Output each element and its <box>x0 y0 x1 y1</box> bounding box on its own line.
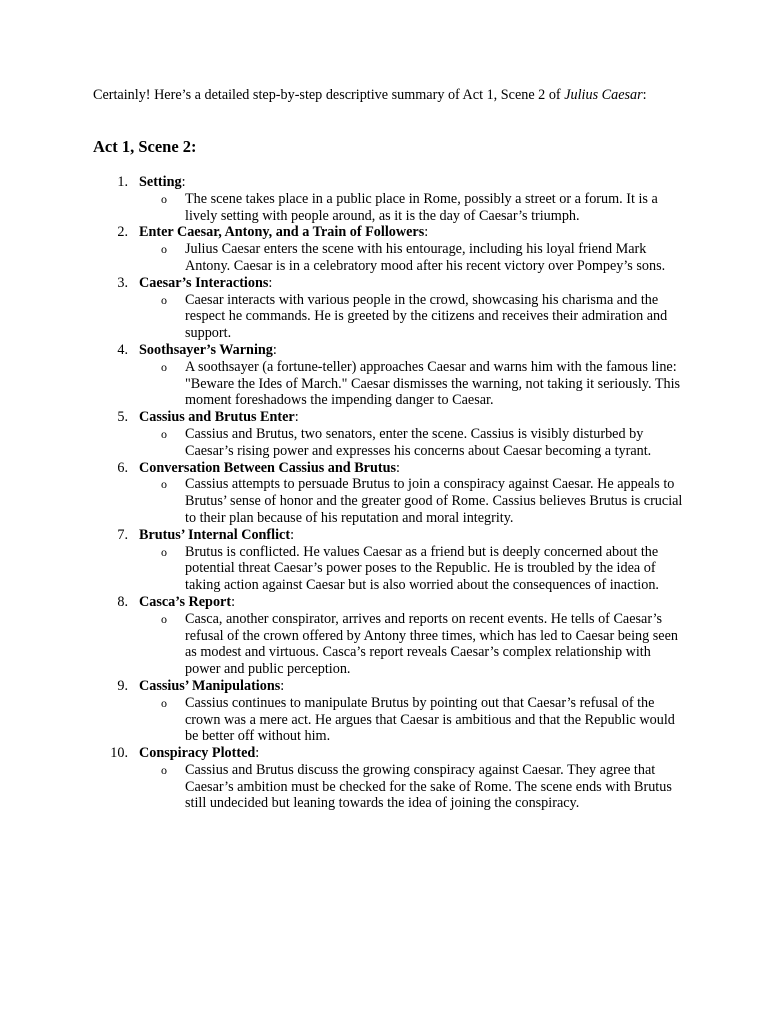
item-number: 7. <box>117 526 128 543</box>
item-label <box>139 460 693 477</box>
detail-list <box>139 695 693 745</box>
list-item <box>93 342 693 409</box>
detail-item <box>139 426 685 460</box>
detail-list <box>139 426 693 460</box>
item-colon: : <box>231 593 236 610</box>
detail-item <box>139 762 685 812</box>
item-label <box>139 342 693 359</box>
item-title: Brutus’ Internal Conflict <box>139 526 291 543</box>
item-number: 8. <box>117 593 128 610</box>
detail-text: Casca, another conspirator, arrives and reports on recent events. He tells of Caesar’s refusal of the crown offered by Antony three times, which has led to Caesar being seen as modest and virtuous. Casca’s report reveals Caesar’s complex relationship with power and public perception. <box>185 610 678 678</box>
item-label <box>139 745 693 762</box>
bullet-o-icon: o <box>161 426 167 441</box>
item-number: 4. <box>117 341 128 358</box>
bullet-o-icon: o <box>161 359 167 374</box>
item-title: Setting <box>139 174 182 190</box>
item-title: Cassius’ Manipulations <box>139 677 281 694</box>
item-colon: : <box>280 677 285 694</box>
intro-paragraph <box>93 87 683 104</box>
detail-item <box>139 695 685 745</box>
item-colon: : <box>290 526 295 543</box>
detail-item <box>139 544 685 594</box>
detail-list <box>139 611 693 678</box>
item-colon: : <box>268 274 273 291</box>
item-colon: : <box>294 409 299 426</box>
item-number: 1. <box>117 174 128 190</box>
bullet-o-icon: o <box>161 544 167 559</box>
item-title: Cassius and Brutus Enter <box>139 409 295 426</box>
list-item <box>93 174 693 224</box>
item-title: Casca’s Report <box>139 593 232 610</box>
item-colon: : <box>255 745 260 762</box>
summary-list <box>93 174 693 812</box>
detail-list <box>139 359 693 409</box>
detail-text: Brutus is conflicted. He values Caesar as a friend but is deeply concerned about the potential threat Caesar’s power poses to the Republic. He is troubled by the idea of taking action against Caesar but is also worried about the consequences of inaction. <box>185 543 659 594</box>
item-number: 9. <box>117 677 128 694</box>
intro-title: Julius Caesar <box>564 87 643 103</box>
detail-text: The scene takes place in a public place in Rome, possibly a street or a forum. It is a lively setting with people around, as it is the day of Caesar’s triumph. <box>185 190 658 224</box>
detail-text: Cassius and Brutus, two senators, enter the scene. Cassius is visibly disturbed by Caesar’s rising power and expresses his concerns about Caesar becoming a tyrant. <box>185 425 652 459</box>
item-label <box>139 224 693 241</box>
item-label <box>139 174 693 191</box>
detail-item <box>139 359 685 409</box>
bullet-o-icon: o <box>161 191 167 206</box>
bullet-o-icon: o <box>161 611 167 626</box>
bullet-o-icon: o <box>161 762 167 777</box>
item-colon: : <box>272 341 277 358</box>
list-item <box>93 527 693 594</box>
intro-text: Certainly! Here’s a detailed step-by-step descriptive summary of Act 1, Scene 2 of <box>93 87 565 103</box>
detail-text: Julius Caesar enters the scene with his entourage, including his loyal friend Mark Antony. Caesar is in a celebratory mood after his recent victory over Pompey’s sons. <box>185 241 666 274</box>
item-title: Conspiracy Plotted <box>139 745 256 762</box>
item-colon: : <box>395 459 400 476</box>
item-title: Enter Caesar, Antony, and a Train of Followers <box>139 224 425 241</box>
list-item <box>93 594 693 678</box>
item-label <box>139 527 693 544</box>
item-number: 10. <box>110 745 128 762</box>
item-number: 6. <box>117 459 128 476</box>
list-item <box>93 224 693 274</box>
item-title: Caesar’s Interactions <box>139 274 269 291</box>
item-colon: : <box>181 174 186 190</box>
detail-list <box>139 762 693 812</box>
section-heading: Act 1, Scene 2: <box>93 137 197 156</box>
detail-list <box>139 544 693 594</box>
detail-item <box>139 241 685 275</box>
bullet-o-icon: o <box>161 477 167 492</box>
list-item <box>93 460 693 527</box>
bullet-o-icon: o <box>161 695 167 710</box>
bullet-o-icon: o <box>161 292 167 307</box>
detail-text: Cassius attempts to persuade Brutus to join a conspiracy against Caesar. He appeals to Brutus’ sense of honor and the greater good of Rome. Cassius believes Brutus is crucial to their plan because of his reputation and moral integrity. <box>185 476 683 526</box>
list-item <box>93 409 693 459</box>
item-label <box>139 275 693 292</box>
detail-list <box>139 241 693 275</box>
item-label <box>139 409 693 426</box>
item-number: 5. <box>117 409 128 426</box>
item-number: 2. <box>117 224 128 241</box>
detail-item <box>139 191 685 225</box>
detail-item <box>139 476 685 526</box>
intro-end: : <box>642 87 647 103</box>
list-item <box>93 678 693 745</box>
detail-item <box>139 292 685 342</box>
detail-item <box>139 611 685 678</box>
detail-list <box>139 292 693 342</box>
bullet-o-icon: o <box>161 242 167 257</box>
list-item <box>93 275 693 342</box>
list-item <box>93 745 693 812</box>
item-label <box>139 678 693 695</box>
detail-text: Cassius and Brutus discuss the growing conspiracy against Caesar. They agree that Caesar’s ambition must be checked for the sake of Rome. The scene ends with Brutus still undecided but leaning towards the idea of joining the conspiracy. <box>185 761 672 812</box>
item-title: Soothsayer’s Warning <box>139 341 273 358</box>
item-title: Conversation Between Cassius and Brutus <box>139 459 396 476</box>
detail-text: Cassius continues to manipulate Brutus by pointing out that Caesar’s refusal of the crown was a mere act. He argues that Caesar is ambitious and that the Republic would be better off without him. <box>185 694 675 745</box>
item-number: 3. <box>117 274 128 291</box>
detail-text: A soothsayer (a fortune-teller) approaches Caesar and warns him with the famous line: "Beware the Ides of March." Caesar dismisses the warning, not taking it seriously. This moment foreshadows the impending danger to Caesar. <box>185 358 681 409</box>
detail-list <box>139 191 693 225</box>
detail-text: Caesar interacts with various people in the crowd, showcasing his charisma and the respect he commands. He is greeted by the citizens and receives their admiration and support. <box>185 291 668 342</box>
item-label <box>139 594 693 611</box>
item-colon: : <box>424 224 429 241</box>
detail-list <box>139 476 693 526</box>
